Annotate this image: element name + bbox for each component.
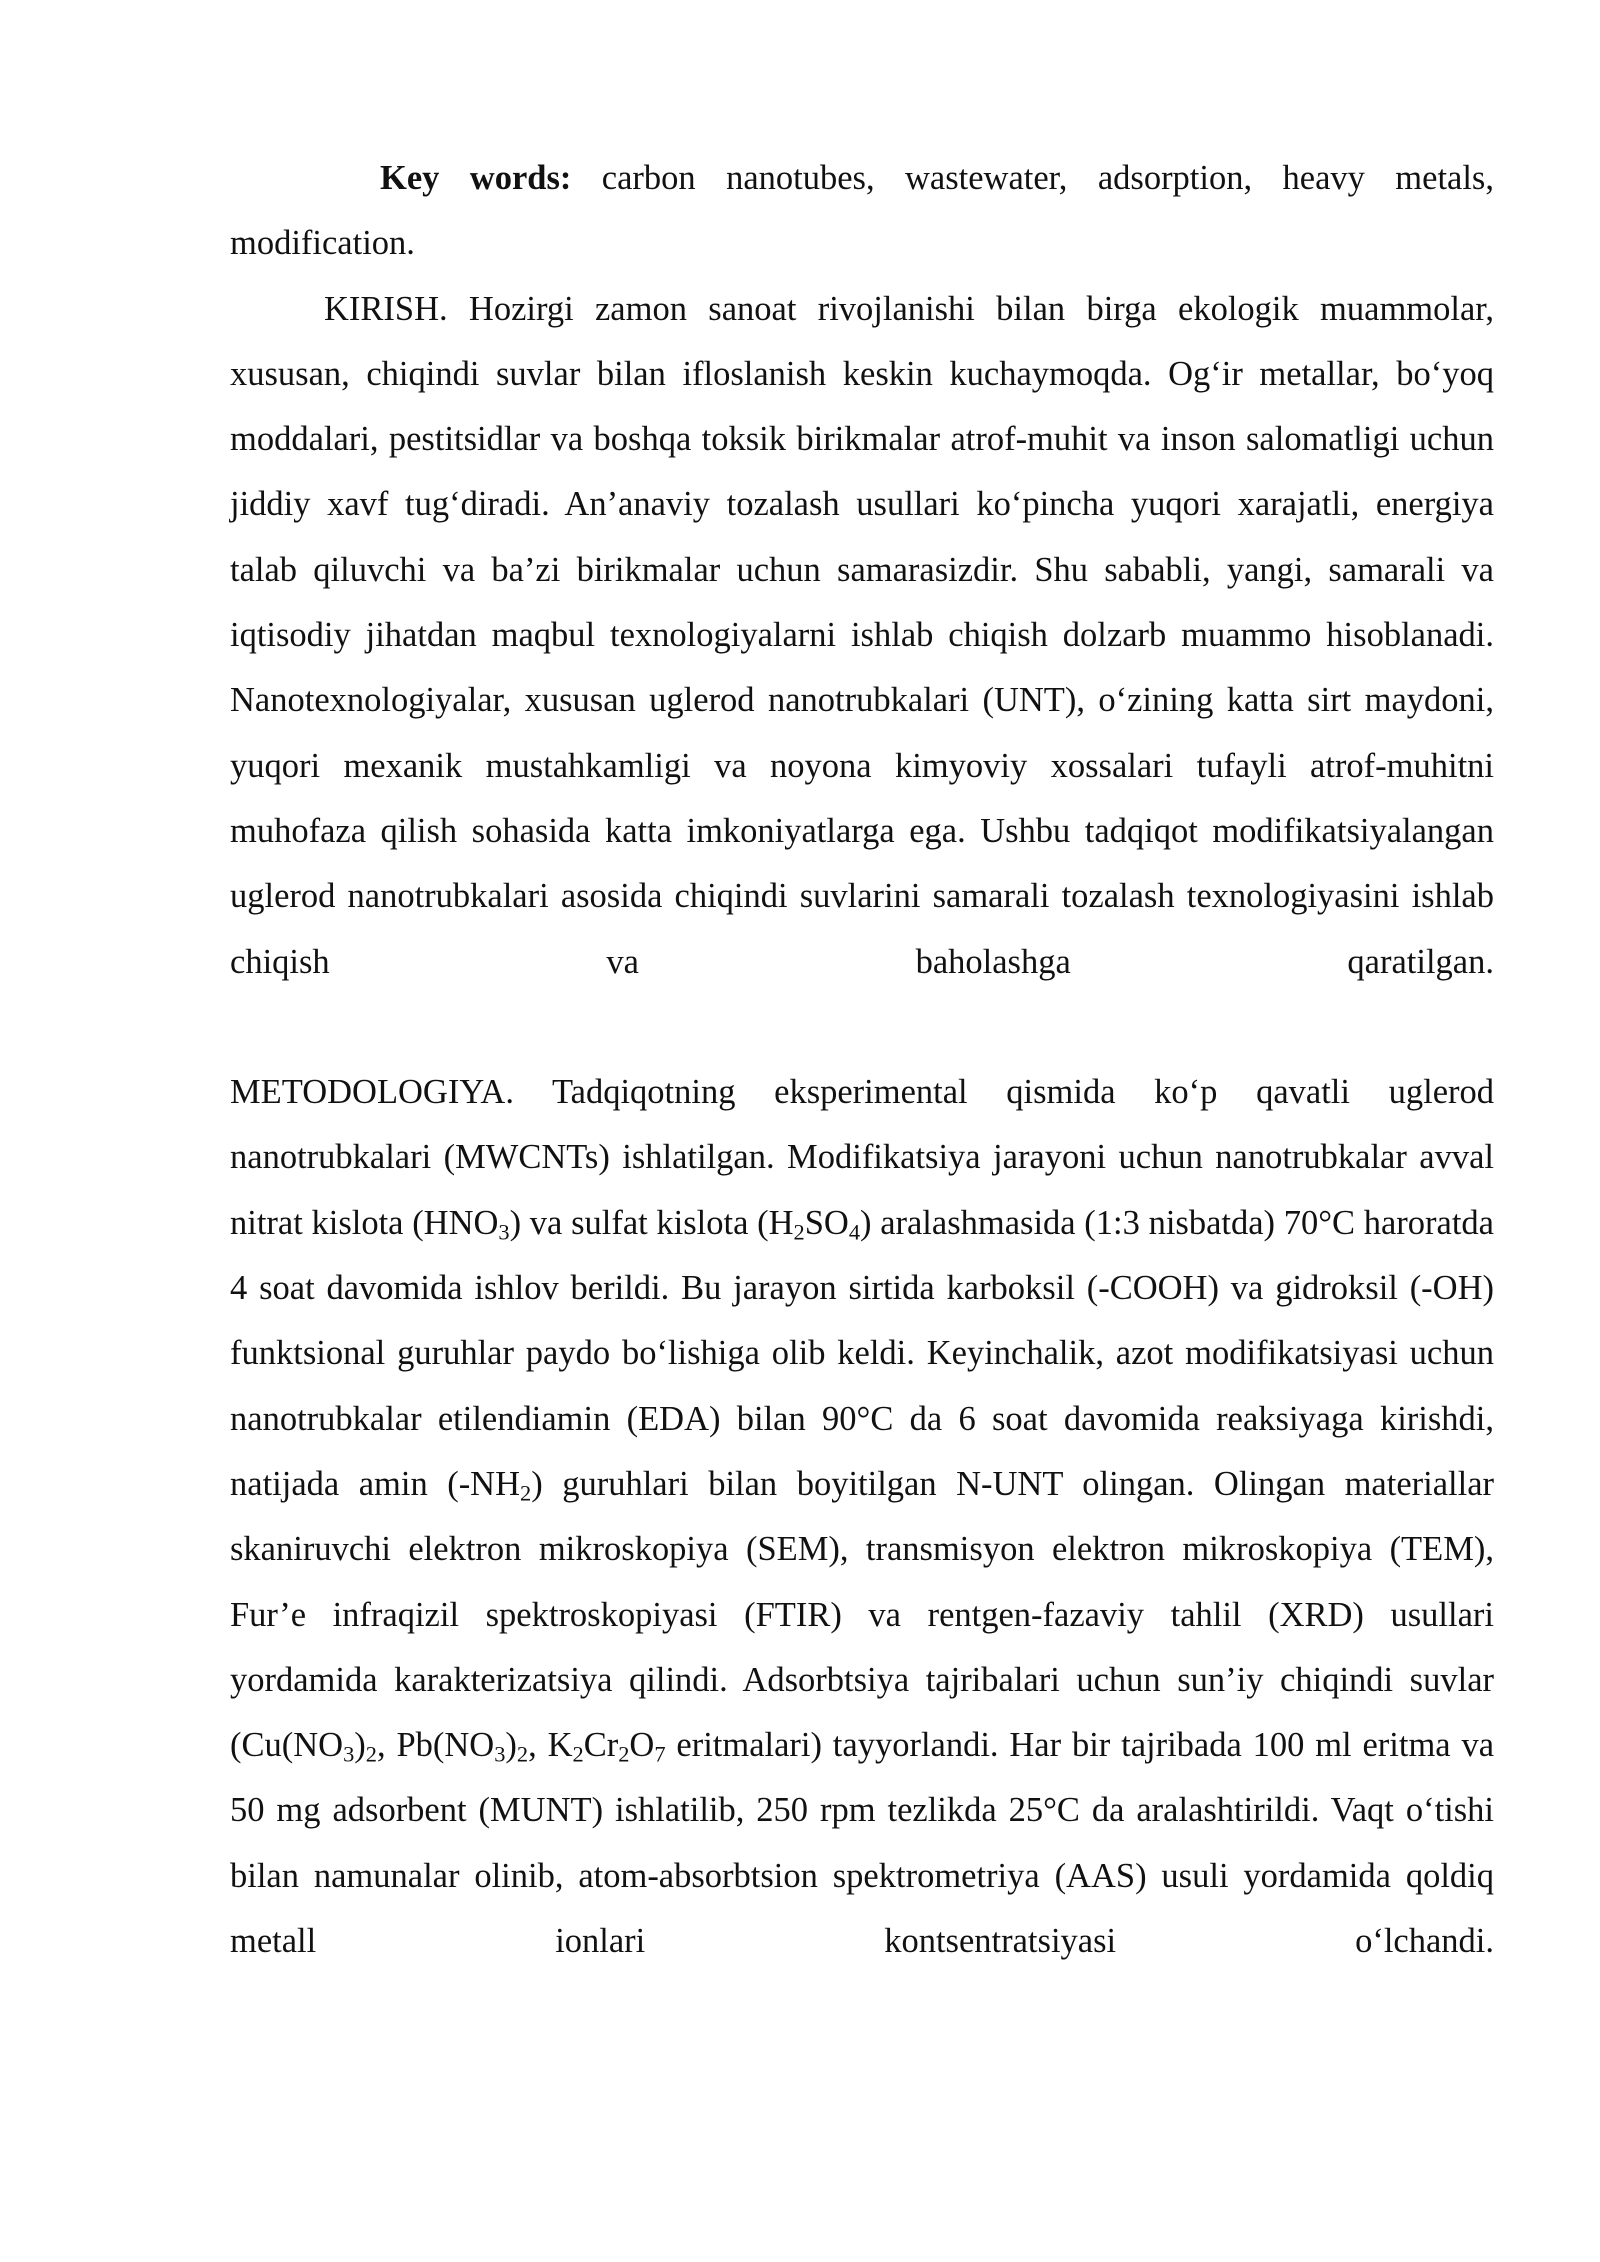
methods-paragraph [230,1060,1494,1974]
subscript: 2 [516,1741,529,1767]
methods-text: ) [505,1726,517,1765]
paragraph-gap [230,995,1494,1060]
subscript: 7 [654,1741,666,1767]
methods-text: METODOLOGIYA. Tadqiqotning eksperimental qismida ko‘p qavatli uglerod nanotrubkalari (MWCNTs) ishlatilgan. Modifikatsiya jarayoni uchun nanotrubkalar avval nitrat kislota (HNO [230,1073,1494,1242]
methods-text: ) guruhlari bilan boyitilgan N-UNT olingan. Olingan materiallar skaniruvchi elektron mikroskopiya (SEM), transmisyon elektron mikroskopiya (TEM), Fur’e infraqizil spektroskopiyasi (FTIR) va rentgen-fazaviy tahlil (XRD) usullari yordamida karakterizatsiya qilindi. Adsorbtsiya tajribalari uchun sun’iy chiqindi suvlar (Cu(NO [230,1464,1494,1765]
methods-text: O [629,1726,655,1765]
subscript: 4 [848,1219,861,1245]
subscript: 2 [618,1741,630,1767]
page-body [230,146,1494,1974]
methods-text: SO [804,1203,849,1242]
subscript: 3 [498,1219,510,1245]
methods-text: ) aralashmasida (1:3 nisbatda) 70°C haroratda 4 soat davomida ishlov berildi. Bu jarayon sirtida karboksil (-COOH) va gidroksil (-OH) funktsional guruhlar paydo bo‘lishiga olib keldi. Keyinchalik, azot modifikatsiyasi uchun nanotrubkalar etilendiamin (EDA) bilan 90°C da 6 soat davomida reaksiyaga kirishdi, natijada amin (-NH [230,1203,1494,1503]
methods-text: ) [354,1726,366,1765]
subscript: 2 [572,1741,584,1767]
methods-text: eritmalari) tayyorlandi. Har bir tajribada 100 ml eritma va 50 mg adsorbent (MUNT) ishlatilib, 250 rpm tezlikda 25°C da aralashtirildi. Vaqt o‘tishi bilan namunalar olinib, atom-absorbtsion spektrometriya (AAS) usuli yordamida qoldiq metall ionlari kontsentratsiyasi o‘lchandi. [230,1726,1495,1961]
subscript: 2 [365,1741,377,1767]
subscript: 3 [494,1741,506,1767]
methods-text: , K [528,1726,573,1765]
subscript: 2 [793,1219,805,1245]
keywords-text: carbon nanotubes, wastewater, adsorption, heavy metals, modification. [230,159,1494,263]
keywords-label: Key words: [380,159,572,197]
methods-text: , Pb(NO [376,1726,495,1765]
methods-text: ) va sulfat kislota (H [509,1203,794,1242]
methods-text: Cr [583,1726,619,1765]
intro-paragraph: KIRISH. Hozirgi zamon sanoat rivojlanishi bilan birga ekologik muammolar, xususan, chiqindi suvlar bilan ifloslanish keskin kuchaymoqda. Og‘ir metallar, bo‘yoq moddalari, pestitsidlar va boshqa toksik birikmalar atrof-muhit va inson salomatligi uchun jiddiy xavf tug‘diradi. An’anaviy tozalash usullari ko‘pincha yuqori xarajatli, energiya talab qiluvchi va ba’zi birikmalar uchun samarasizdir. Shu sababli, yangi, samarali va iqtisodiy jihatdan maqbul texnologiyalarni ishlab chiqish dolzarb muammo hisoblanadi. Nanotexnologiyalar, xususan uglerod nanotrubkalari (UNT), o‘zining katta sirt maydoni, yuqori mexanik mustahkamligi va noyona kimyoviy xossalari tufayli atrof-muhitni muhofaza qilish sohasida katta imkoniyatlarga ega. Ushbu tadqiqot modifikatsiyalangan uglerod nanotrubkalari asosida chiqindi suvlarini samarali tozalash texnologiyasini ishlab chiqish va baholashga qaratilgan. [230,289,1494,981]
subscript: 2 [520,1480,532,1506]
keywords-paragraph [230,146,1494,277]
subscript: 3 [343,1741,355,1767]
